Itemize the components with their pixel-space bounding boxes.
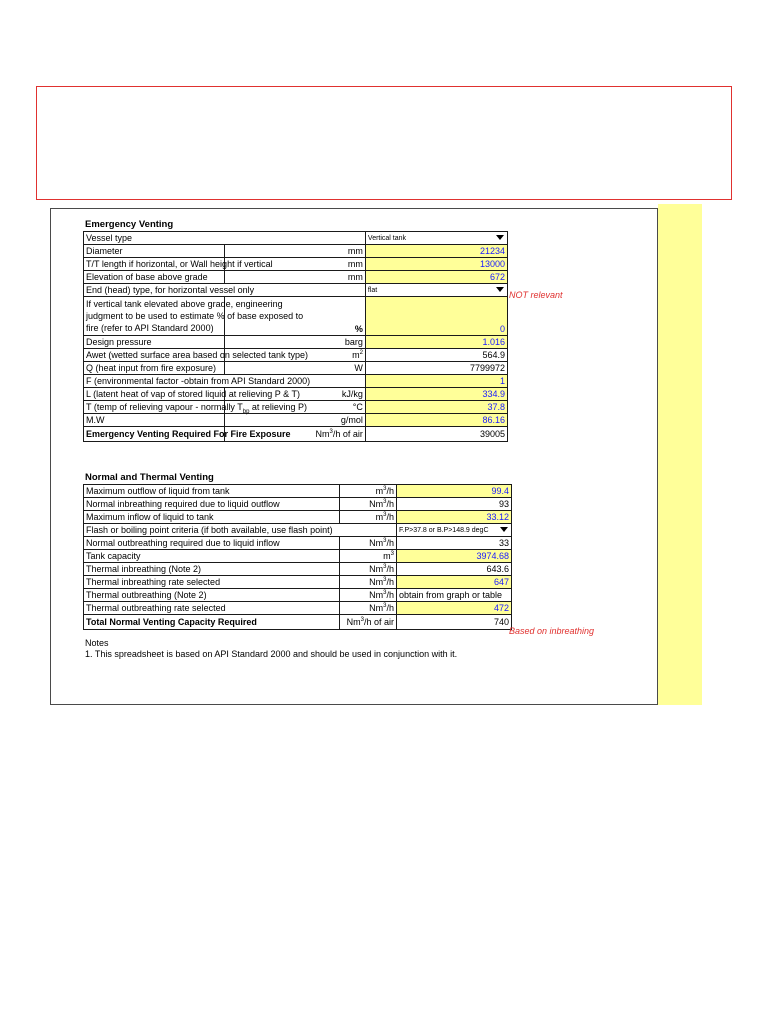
- emergency-venting-table: [83, 231, 508, 442]
- table-row: [84, 602, 512, 615]
- diameter-input[interactable]: 21234: [365, 245, 507, 258]
- table-row: [84, 258, 508, 271]
- notes-title: Notes: [85, 638, 109, 648]
- awet-value: 564.9: [365, 349, 507, 362]
- table-row: [84, 550, 512, 563]
- exposed-label-line3: fire (refer to API Standard 2000): [86, 323, 214, 333]
- vessel-type-select[interactable]: [365, 232, 507, 245]
- max-inflow-unit: $m^3/h$: [340, 511, 397, 524]
- outbreathing-inflow-value: 33: [397, 537, 512, 550]
- emergency-total-unit: Nm$^3$/h of air: [224, 427, 365, 442]
- dropdown-arrow-icon[interactable]: [496, 287, 504, 292]
- flash-point-label: Flash or boiling point criteria (if both available, use flash point): [84, 524, 397, 537]
- outbreathing-inflow-label: Normal outbreathing required due to liquid inflow: [84, 537, 340, 550]
- tank-capacity-input[interactable]: 3974.68: [397, 550, 512, 563]
- table-row: [84, 401, 508, 414]
- side-yellow-column: [658, 204, 702, 705]
- exposed-label-line2: judgment to be used to estimate % of base exposed to: [86, 311, 304, 321]
- table-row: [84, 245, 508, 258]
- thermal-in-sel-unit: Nm$^3$/h: [340, 576, 397, 589]
- flash-point-select[interactable]: [397, 524, 512, 537]
- vessel-type-label: Vessel type: [84, 232, 366, 245]
- vessel-type-value: Vertical tank: [367, 234, 407, 242]
- table-row: [84, 589, 512, 602]
- table-row: [84, 284, 508, 297]
- dropdown-arrow-icon[interactable]: [500, 527, 508, 532]
- q-heat-value: 7799972: [365, 362, 507, 375]
- awet-label: Awet (wetted surface area based on selected tank type): [84, 349, 225, 362]
- awet-unit: $m^2$: [224, 349, 365, 362]
- table-row: [84, 485, 512, 498]
- normal-total-value: 740: [397, 615, 512, 630]
- temp-unit: °C: [224, 401, 365, 414]
- table-row: [84, 511, 512, 524]
- elevation-input[interactable]: 672: [365, 271, 507, 284]
- max-outflow-input[interactable]: 99.4: [397, 485, 512, 498]
- exposed-label-line1: If vertical tank elevated above grade, engineering: [86, 299, 283, 309]
- table-row: [84, 498, 512, 511]
- mw-label: M.W: [84, 414, 225, 427]
- table-row: [84, 563, 512, 576]
- exposed-input[interactable]: 0: [365, 297, 507, 336]
- end-type-value: flat: [367, 286, 378, 294]
- max-outflow-unit: $m^3/h$: [340, 485, 397, 498]
- elevation-unit: mm: [224, 271, 365, 284]
- q-heat-unit: W: [224, 362, 365, 375]
- mw-input[interactable]: 86.16: [365, 414, 507, 427]
- tank-capacity-label: Tank capacity: [84, 550, 340, 563]
- table-row: [84, 375, 508, 388]
- table-row: [84, 336, 508, 349]
- tt-length-unit: mm: [224, 258, 365, 271]
- based-on-inbreathing-note: Based on inbreathing: [509, 626, 595, 636]
- normal-venting-table: [83, 484, 512, 630]
- table-row: [84, 537, 512, 550]
- table-row: [84, 271, 508, 284]
- emergency-venting-title: Emergency Venting: [85, 219, 174, 230]
- table-row: [84, 388, 508, 401]
- not-relevant-note: NOT relevant: [509, 290, 563, 300]
- tt-length-label: T/T length if horizontal, or Wall height if vertical: [84, 258, 225, 271]
- table-row: [84, 232, 508, 245]
- max-inflow-label: Maximum inflow of liquid to tank: [84, 511, 340, 524]
- thermal-out-sel-label: Thermal outbreathing rate selected: [84, 602, 340, 615]
- table-row: [84, 414, 508, 427]
- table-row: [84, 427, 508, 442]
- normal-total-unit: Nm$^3$/h of air: [340, 615, 397, 630]
- tt-length-input[interactable]: 13000: [365, 258, 507, 271]
- max-outflow-label: Maximum outflow of liquid from tank: [84, 485, 340, 498]
- normal-venting-title: Normal and Thermal Venting: [85, 472, 214, 483]
- thermal-in-label: Thermal inbreathing (Note 2): [84, 563, 340, 576]
- header-banner-box: [36, 86, 732, 200]
- thermal-in-unit: Nm$^3$/h: [340, 563, 397, 576]
- latent-heat-unit: kJ/kg: [224, 388, 365, 401]
- flash-point-value: F.P>37.8 or B.P>148.9 degC: [399, 526, 489, 534]
- temp-label: T (temp of relieving vapour - normally $T_{bp}$ at relieving P): [84, 401, 225, 414]
- q-heat-label: Q (heat input from fire exposure): [84, 362, 225, 375]
- table-row: [84, 362, 508, 375]
- emergency-total-label: Emergency Venting Required For Fire Exposure: [84, 427, 225, 442]
- notes-item: 1. This spreadsheet is based on API Standard 2000 and should be used in conjunction with it.: [85, 649, 458, 659]
- thermal-out-unit: Nm$^3$/h: [340, 589, 397, 602]
- exposed-unit: %: [224, 297, 365, 336]
- thermal-in-sel-input[interactable]: 647: [397, 576, 512, 589]
- end-type-label: End (head) type, for horizontal vessel only: [84, 284, 366, 297]
- outbreathing-inflow-unit: Nm$^3$/h: [340, 537, 397, 550]
- tank-capacity-unit: $m^3$: [340, 550, 397, 563]
- max-inflow-input[interactable]: 33.12: [397, 511, 512, 524]
- thermal-in-sel-label: Thermal inbreathing rate selected: [84, 576, 340, 589]
- normal-total-label: Total Normal Venting Capacity Required: [84, 615, 340, 630]
- latent-heat-label: L (latent heat of vap of stored liquid at relieving P & T): [84, 388, 225, 401]
- thermal-in-value: 643.6: [397, 563, 512, 576]
- table-row: [84, 349, 508, 362]
- emergency-total-value: 39005: [365, 427, 507, 442]
- exposed-label: [84, 297, 304, 336]
- table-row: [84, 615, 512, 630]
- diameter-unit: mm: [224, 245, 365, 258]
- design-pressure-label: Design pressure: [84, 336, 225, 349]
- latent-heat-input[interactable]: 334.9: [365, 388, 507, 401]
- table-row: [84, 524, 512, 537]
- table-row: [84, 297, 508, 336]
- mw-unit: g/mol: [224, 414, 365, 427]
- thermal-out-sel-unit: Nm$^3$/h: [340, 602, 397, 615]
- dropdown-arrow-icon[interactable]: [496, 235, 504, 240]
- thermal-out-label: Thermal outbreathing (Note 2): [84, 589, 340, 602]
- design-pressure-input[interactable]: 1.016: [365, 336, 507, 349]
- f-factor-label: F (environmental factor -obtain from API Standard 2000): [84, 375, 366, 388]
- thermal-out-sel-input[interactable]: 472: [397, 602, 512, 615]
- design-pressure-unit: barg: [224, 336, 365, 349]
- inbreathing-outflow-label: Normal inbreathing required due to liquid outflow: [84, 498, 340, 511]
- end-type-select[interactable]: [365, 284, 507, 297]
- inbreathing-outflow-unit: Nm$^3$/h: [340, 498, 397, 511]
- inbreathing-outflow-value: 93: [397, 498, 512, 511]
- temp-input[interactable]: 37.8: [365, 401, 507, 414]
- thermal-out-value: obtain from graph or table: [397, 589, 512, 602]
- f-factor-input[interactable]: 1: [365, 375, 507, 388]
- elevation-label: Elevation of base above grade: [84, 271, 225, 284]
- table-row: [84, 576, 512, 589]
- diameter-label: Diameter: [84, 245, 225, 258]
